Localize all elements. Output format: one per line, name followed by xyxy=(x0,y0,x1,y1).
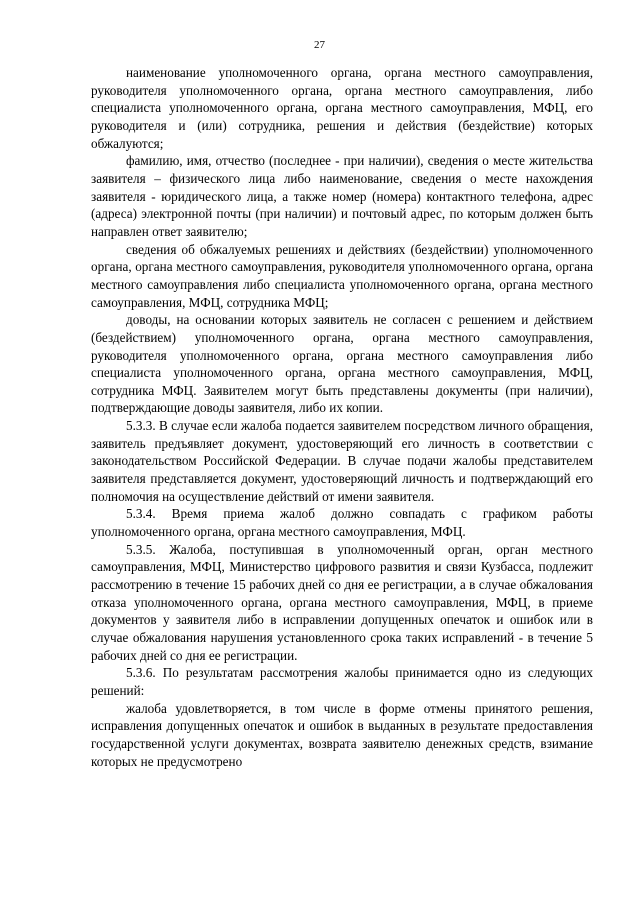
paragraph-arguments: доводы, на основании которых заявитель не согласен с решением и действием (бездействием) уполномоченного органа, органа местного самоуправления, руководителя уполномоченного органа, органа местного самоуправления либо специалиста уполномоченного органа, органа местного самоуправления, МФЦ, сотрудника МФЦ. Заявителем могут быть представлены документы (при наличии), подтверждающие доводы заявителя, либо их копии. xyxy=(91,312,593,416)
paragraph-5-3-6: 5.3.6. По результатам рассмотрения жалобы принимается одно из следующих решений: xyxy=(91,665,593,698)
paragraph-appeal-subject: наименование уполномоченного органа, органа местного самоуправления, руководителя уполномоченного органа, органа местного самоуправления, либо специалиста уполномоченного органа, органа местного самоуправления, МФЦ, его руководителя и (или) сотрудника, решения и действия (бездействие) которых обжалуются; xyxy=(91,65,593,151)
paragraph-appealed-decisions: сведения об обжалуемых решениях и действиях (бездействии) уполномоченного органа, органа местного самоуправления, руководителя уполномоченного органа, органа местного самоуправления либо специалиста уполномоченного органа, органа местного самоуправления, МФЦ, сотрудника МФЦ; xyxy=(91,241,593,310)
paragraph-5-3-5: 5.3.5. Жалоба, поступившая в уполномоченный орган, орган местного самоуправления, МФЦ, Министерство цифрового развития и связи Кузбасса, подлежит рассмотрению в течение 15 рабочих дней со дня ее регистрации, а в случае обжалования отказа уполномоченного органа, органа местного самоуправления, МФЦ, в приеме документов у заявителя либо в исправлении допущенных опечаток и ошибок или в случае обжалования нарушения установленного срока таких исправлений - в течение 5 рабочих дней со дня ее регистрации. xyxy=(91,541,593,663)
paragraph-5-3-3: 5.3.3. В случае если жалоба подается заявителем посредством личного обращения, заявитель предъявляет документ, удостоверяющий его личность в соответствии с законодательством Российской Федерации. В случае подачи жалобы представителем заявителя представляется документ, удостоверяющий личность и подтверждающий его полномочия на осуществление действий от имени заявителя. xyxy=(91,418,593,504)
paragraph-5-3-4: 5.3.4. Время приема жалоб должно совпадать с графиком работы уполномоченного органа, органа местного самоуправления, МФЦ. xyxy=(91,506,593,540)
paragraph-appeal-satisfied: жалоба удовлетворяется, в том числе в форме отмены принятого решения, исправления допущенных опечаток и ошибок в выданных в результате предоставления государственной услуги документах, возврата заявителю денежных средств, взимание которых не предусмотрено xyxy=(91,700,593,769)
paragraph-applicant-details: фамилию, имя, отчество (последнее - при наличии), сведения о месте жительства заявителя – физического лица либо наименование, сведения о месте нахождения заявителя - юридического лица, а также номер (номера) контактного телефона, адрес (адреса) электронной почты (при наличии) и почтовый адрес, по которым должен быть направлен ответ заявителю; xyxy=(91,153,593,239)
document-body xyxy=(91,64,593,770)
page-number: 27 xyxy=(314,39,325,51)
